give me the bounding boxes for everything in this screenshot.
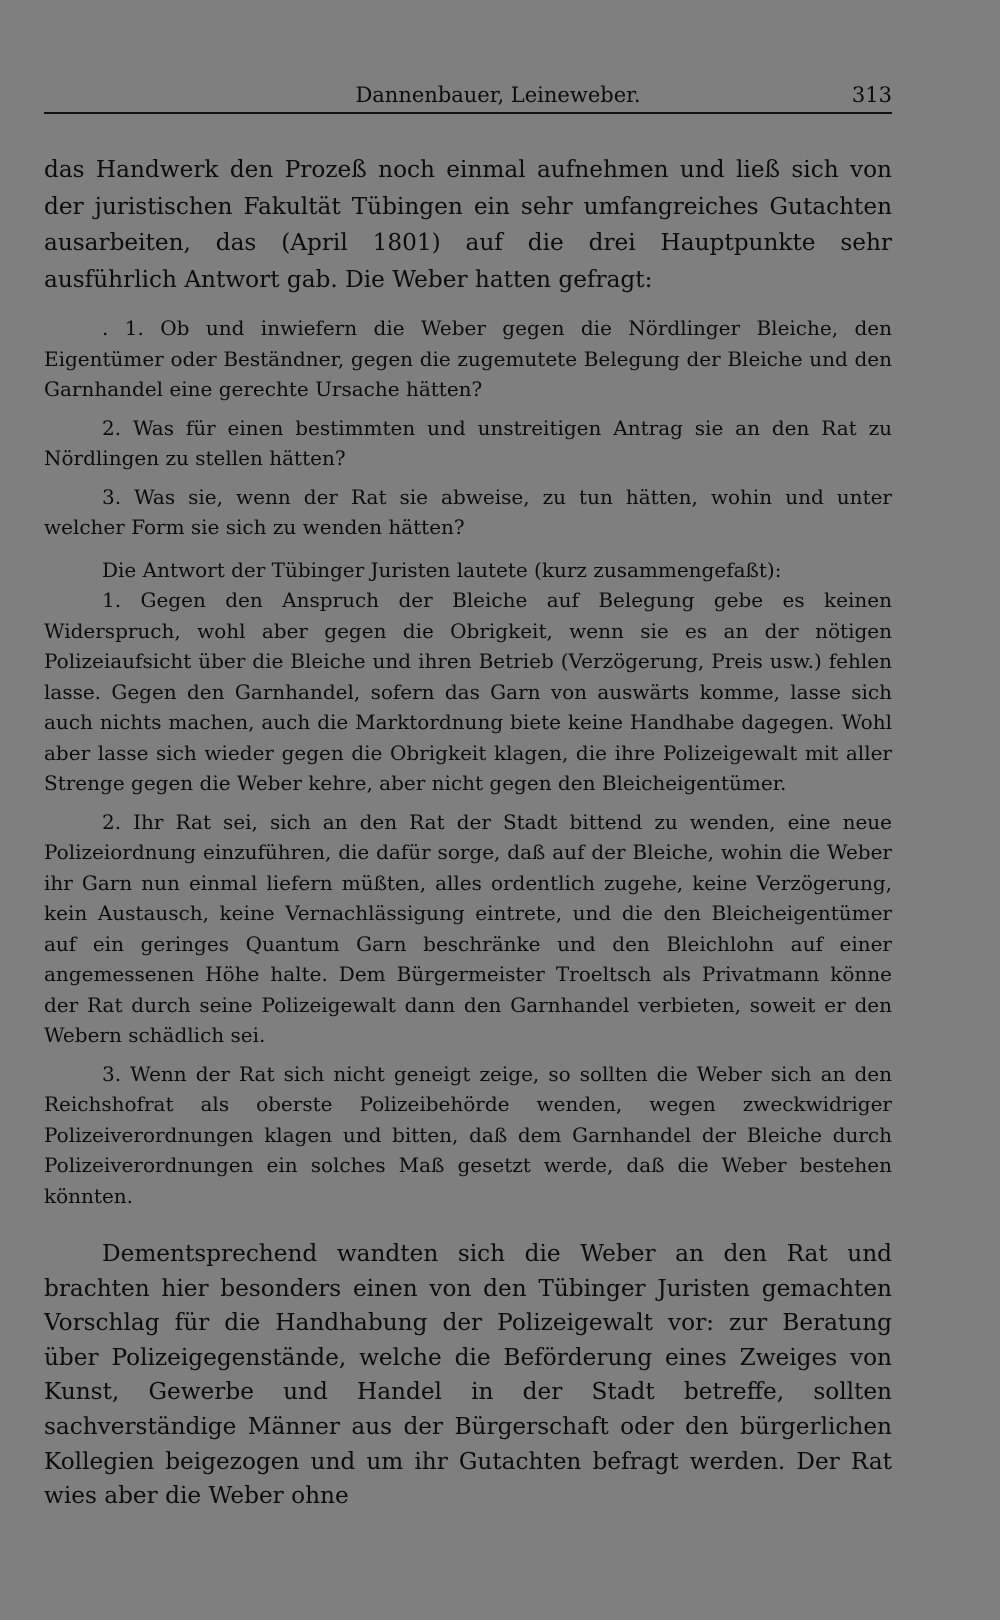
answer-intro: Die Antwort der Tübinger Juristen lautete (kurz zusammengefaßt): — [102, 557, 782, 582]
question-2: 2. Was für einen bestimmten und unstreitigen Antrag sie an den Rat zu Nördlingen zu stellen hätten? — [44, 415, 892, 470]
answer-3: 3. Wenn der Rat sich nicht geneigt zeige, so sollten die Weber sich an den Reichshofrat als oberste Polizeibehörde wenden, wegen zweckwidriger Polizeiverordnungen klagen und bitten, daß dem Garnhandel der Bleiche durch Polizeiverordnungen ein solches Maß gesetzt werde, daß die Weber bestehen könnten. — [44, 1061, 892, 1208]
answer-list — [44, 585, 892, 1211]
intro-paragraph: das Handwerk den Prozeß noch einmal aufnehmen und ließ sich von der juristischen Fakultät Tübingen ein sehr umfangreiches Gutachten ausarbeiten, das (April 1801) auf die drei Hauptpunkte sehr ausführlich Antwort gab. Die Weber hatten gefragt: — [44, 156, 892, 293]
book-page — [44, 78, 892, 1514]
question-1: . 1. Ob und inwiefern die Weber gegen die Nördlinger Bleiche, den Eigentümer oder Beständner, gegen die zugemutete Belegung der Bleiche und den Garnhandel eine gerechte Ursache hätten? — [44, 316, 892, 401]
page-number: 313 — [851, 83, 892, 107]
question-list — [44, 313, 892, 543]
closing-paragraph: Dementsprechend wandten sich die Weber an den Rat und brachten hier besonders einen von den Tübinger Juristen gemachten Vorschlag für die Handhabung der Polizeigewalt vor: zur Beratung über Polizeigegenstände, welche die Beförderung eines Zweiges von Kunst, Gewerbe und Handel in der Stadt betreffe, sollten sachverständige Männer aus der Bürgerschaft oder den bürgerlichen Kollegien beigezogen und um ihr Gutachten befragt werden. Der Rat wies aber die Weber ohne — [44, 1240, 892, 1510]
running-head-title: Dannenbauer, Leineweber. — [355, 83, 641, 107]
running-head — [44, 78, 892, 112]
answer-2: 2. Ihr Rat sei, sich an den Rat der Stadt bittend zu wenden, eine neue Polizeiordnung einzuführen, die dafür sorge, daß auf der Bleiche, wohin die Weber ihr Garn nun einmal liefern müßten, alles ordentlich zugehe, keine Verzögerung, kein Austausch, keine Vernachlässigung eintrete, und die den Bleicheigentümer auf ein geringes Quantum Garn beschränke und den Bleichlohn auf einer angemessenen Höhe halte. Dem Bürgermeister Troeltsch als Privatmann könne der Rat durch seine Polizeigewalt dann den Garnhandel verbieten, soweit er den Webern schädlich sei. — [44, 809, 892, 1047]
answer-1: 1. Gegen den Anspruch der Bleiche auf Belegung gebe es keinen Widerspruch, wohl aber gegen die Obrigkeit, wenn sie es an der nötigen Polizeiaufsicht über die Bleiche und ihren Betrieb (Verzögerung, Preis usw.) fehlen lasse. Gegen den Garnhandel, sofern das Garn von auswärts komme, lasse sich auch nichts machen, auch die Marktordnung biete keine Handhabe dagegen. Wohl aber lasse sich wieder gegen die Obrigkeit klagen, die ihre Polizeigewalt mit aller Strenge gegen die Weber kehre, aber nicht gegen den Bleicheigentümer. — [44, 588, 892, 795]
header-rule — [44, 112, 892, 114]
question-3: 3. Was sie, wenn der Rat sie abweise, zu tun hätten, wohin und unter welcher Form sie sich zu wenden hätten? — [44, 484, 892, 539]
